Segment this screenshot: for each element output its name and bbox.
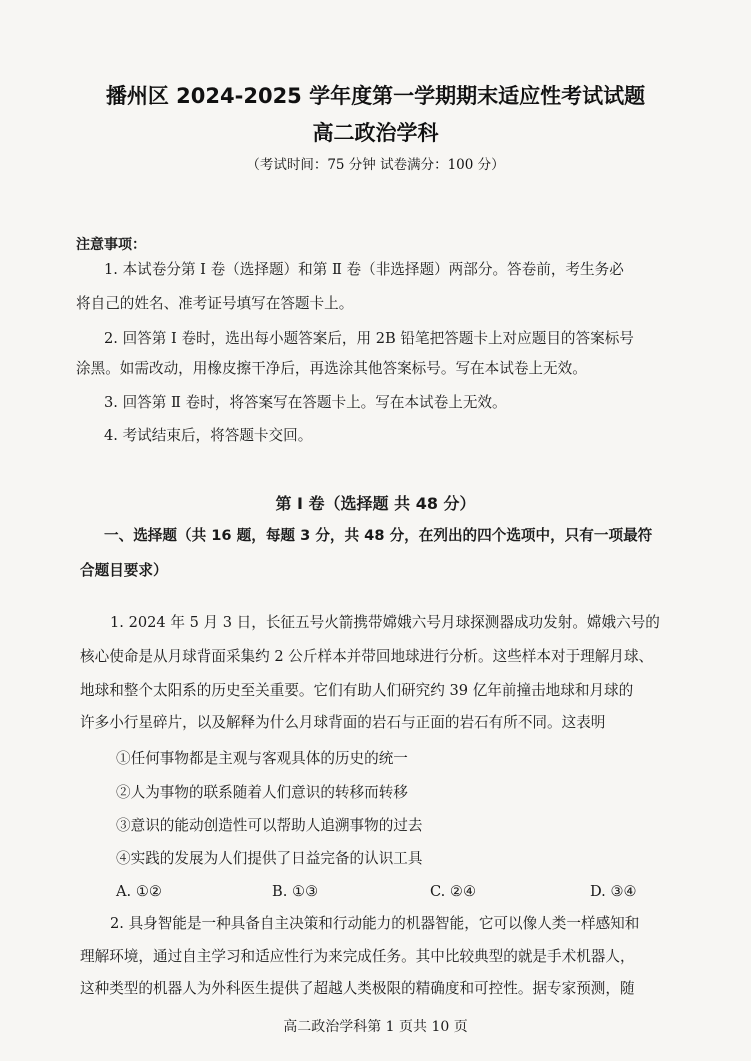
q2-stem-line: 2. 具身智能是一种具备自主决策和行动能力的机器智能，它可以像人类一样感知和 bbox=[110, 915, 640, 932]
q1-item: ①任何事物都是主观与客观具体的历史的统一 bbox=[116, 750, 408, 767]
notice-line: 1. 本试卷分第 Ⅰ 卷（选择题）和第 Ⅱ 卷（非选择题）两部分。答卷前，考生务必 bbox=[104, 261, 624, 278]
part1-instruction: 一、选择题（共 16 题，每题 3 分，共 48 分，在列出的四个选项中，只有一项最符 bbox=[104, 527, 653, 544]
page-footer: 高二政治学科第 1 页共 10 页 bbox=[283, 1019, 468, 1035]
q1-option-b: B. ①③ bbox=[272, 883, 319, 900]
exam-info: （考试时间：75 分钟 试卷满分：100 分） bbox=[246, 157, 505, 173]
part1-title: 第 Ⅰ 卷（选择题 共 48 分） bbox=[275, 494, 476, 513]
q1-item: ④实践的发展为人们提供了日益完备的认识工具 bbox=[116, 850, 423, 867]
notice-line: 将自己的姓名、准考证号填写在答题卡上。 bbox=[76, 295, 354, 312]
q1-stem-line: 许多小行星碎片，以及解释为什么月球背面的岩石与正面的岩石有所不同。这表明 bbox=[80, 714, 606, 731]
q1-option-a: A. ①② bbox=[116, 883, 162, 900]
exam-title: 播州区 2024-2025 学年度第一学期期末适应性考试试题 bbox=[105, 84, 646, 108]
q1-item: ③意识的能动创造性可以帮助人追溯事物的过去 bbox=[116, 817, 423, 834]
q2-stem-line: 这种类型的机器人为外科医生提供了超越人类极限的精确度和可控性。据专家预测，随 bbox=[80, 980, 635, 997]
q2-stem-line: 理解环境，通过自主学习和适应性行为来完成任务。其中比较典型的就是手术机器人， bbox=[80, 948, 635, 965]
notice-line: 涂黑。如需改动，用橡皮擦干净后，再选涂其他答案标号。写在本试卷上无效。 bbox=[76, 360, 587, 377]
notice-line: 2. 回答第 Ⅰ 卷时，选出每小题答案后，用 2B 铅笔把答题卡上对应题目的答案标号 bbox=[104, 330, 634, 347]
q1-item: ②人为事物的联系随着人们意识的转移而转移 bbox=[116, 784, 408, 801]
notice-heading: 注意事项： bbox=[76, 237, 146, 253]
part1-instruction: 合题目要求） bbox=[80, 562, 168, 579]
notice-line: 4. 考试结束后，将答题卡交回。 bbox=[104, 427, 313, 444]
q1-option-d: D. ③④ bbox=[590, 883, 637, 900]
q1-stem-line: 1. 2024 年 5 月 3 日，长征五号火箭携带嫦娥六号月球探测器成功发射。嫦娥六号的 bbox=[110, 614, 660, 631]
exam-subject: 高二政治学科 bbox=[312, 121, 439, 145]
notice-line: 3. 回答第 Ⅱ 卷时，将答案写在答题卡上。写在本试卷上无效。 bbox=[104, 394, 507, 411]
q1-option-c: C. ②④ bbox=[430, 883, 477, 900]
q1-stem-line: 地球和整个太阳系的历史至关重要。它们有助人们研究约 39 亿年前撞击地球和月球的 bbox=[80, 682, 634, 699]
q1-stem-line: 核心使命是从月球背面采集约 2 公斤样本并带回地球进行分析。这些样本对于理解月球、 bbox=[80, 648, 654, 665]
